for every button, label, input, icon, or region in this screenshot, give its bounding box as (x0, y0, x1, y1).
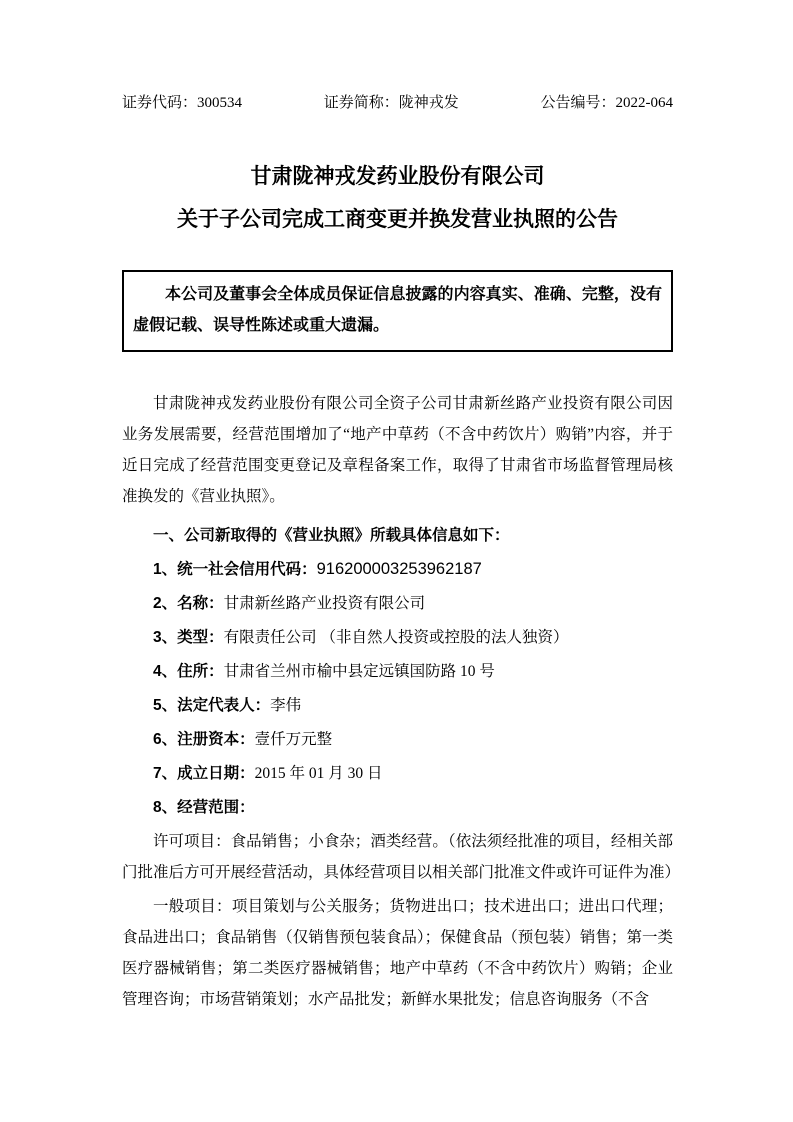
license-item-type (122, 622, 673, 653)
license-item-value: 916200003253962187 (316, 560, 482, 578)
license-item-value: 有限责任公司 （非自然人投资或控股的法人独资） (223, 629, 569, 646)
statement-box (122, 270, 673, 352)
stock-code: 证券代码：300534 (122, 95, 243, 111)
document-body (122, 388, 681, 1015)
license-item-credit-code (122, 554, 673, 585)
license-item-address (122, 656, 673, 687)
license-item-label: 4、住所： (153, 663, 224, 680)
section-heading: 一、公司新取得的《营业执照》所载具体信息如下： (153, 527, 510, 544)
title-company-line: 甘肃陇神戎发药业股份有限公司 (250, 165, 545, 188)
license-item-value: 甘肃省兰州市榆中县定远镇国防路 10 号 (223, 663, 495, 680)
license-item-label: 5、法定代表人： (153, 697, 271, 714)
statement-text: 本公司及董事会全体成员保证信息披露的内容真实、准确、完整，没有虚假记载、误导性陈述或重大遗漏。 (133, 286, 662, 334)
license-item-value: 甘肃新丝路产业投资有限公司 (223, 595, 426, 612)
license-item-business-scope (122, 792, 673, 823)
license-item-label: 7、成立日期： (153, 765, 255, 782)
document-content (122, 93, 681, 1018)
intro-paragraph: 甘肃陇神戎发药业股份有限公司全资子公司甘肃新丝路产业投资有限公司因业务发展需要，经营范围增加了“地产中草药（不含中药饮片）购销”内容，并于近日完成了经营范围变更登记及章程备案工作，取得了甘肃省市场监督管理局核准换发的《营业执照》。 (122, 395, 673, 505)
license-item-value: 壹仟万元整 (254, 731, 333, 748)
document-header (122, 93, 673, 113)
notice-number: 公告编号：2022-064 (540, 95, 673, 111)
licensed-scope-paragraph: 许可项目：食品销售；小食杂；酒类经营。（依法须经批准的项目，经相关部门批准后方可开展经营活动，具体经营项目以相关部门批准文件或许可证件为准） (122, 833, 681, 881)
document-title (122, 155, 673, 241)
license-item-registered-capital (122, 724, 673, 755)
license-item-label: 1、统一社会信用代码： (153, 561, 317, 578)
license-item-value: 2015 年 01 月 30 日 (254, 765, 383, 782)
title-subject-line: 关于子公司完成工商变更并换发营业执照的公告 (177, 208, 618, 231)
stock-abbr: 证券简称：陇神戎发 (323, 95, 459, 111)
license-item-legal-representative (122, 690, 673, 721)
license-item-label: 8、经营范围： (153, 799, 255, 816)
license-item-label: 6、注册资本： (153, 731, 255, 748)
license-item-label: 3、类型： (153, 629, 224, 646)
license-item-name (122, 588, 673, 619)
license-item-label: 2、名称： (153, 595, 224, 612)
license-item-establishment-date (122, 758, 673, 789)
license-item-value: 李伟 (270, 697, 302, 714)
general-scope-paragraph: 一般项目：项目策划与公关服务；货物进出口；技术进出口；进出口代理；食品进出口；食品销售（仅销售预包装食品）；保健食品（预包装）销售；第一类医疗器械销售；第二类医疗器械销售；地产中草药（不含中药饮片）购销；企业管理咨询；市场营销策划；水产品批发；新鲜水果批发；信息咨询服务（不含 (122, 898, 673, 1008)
